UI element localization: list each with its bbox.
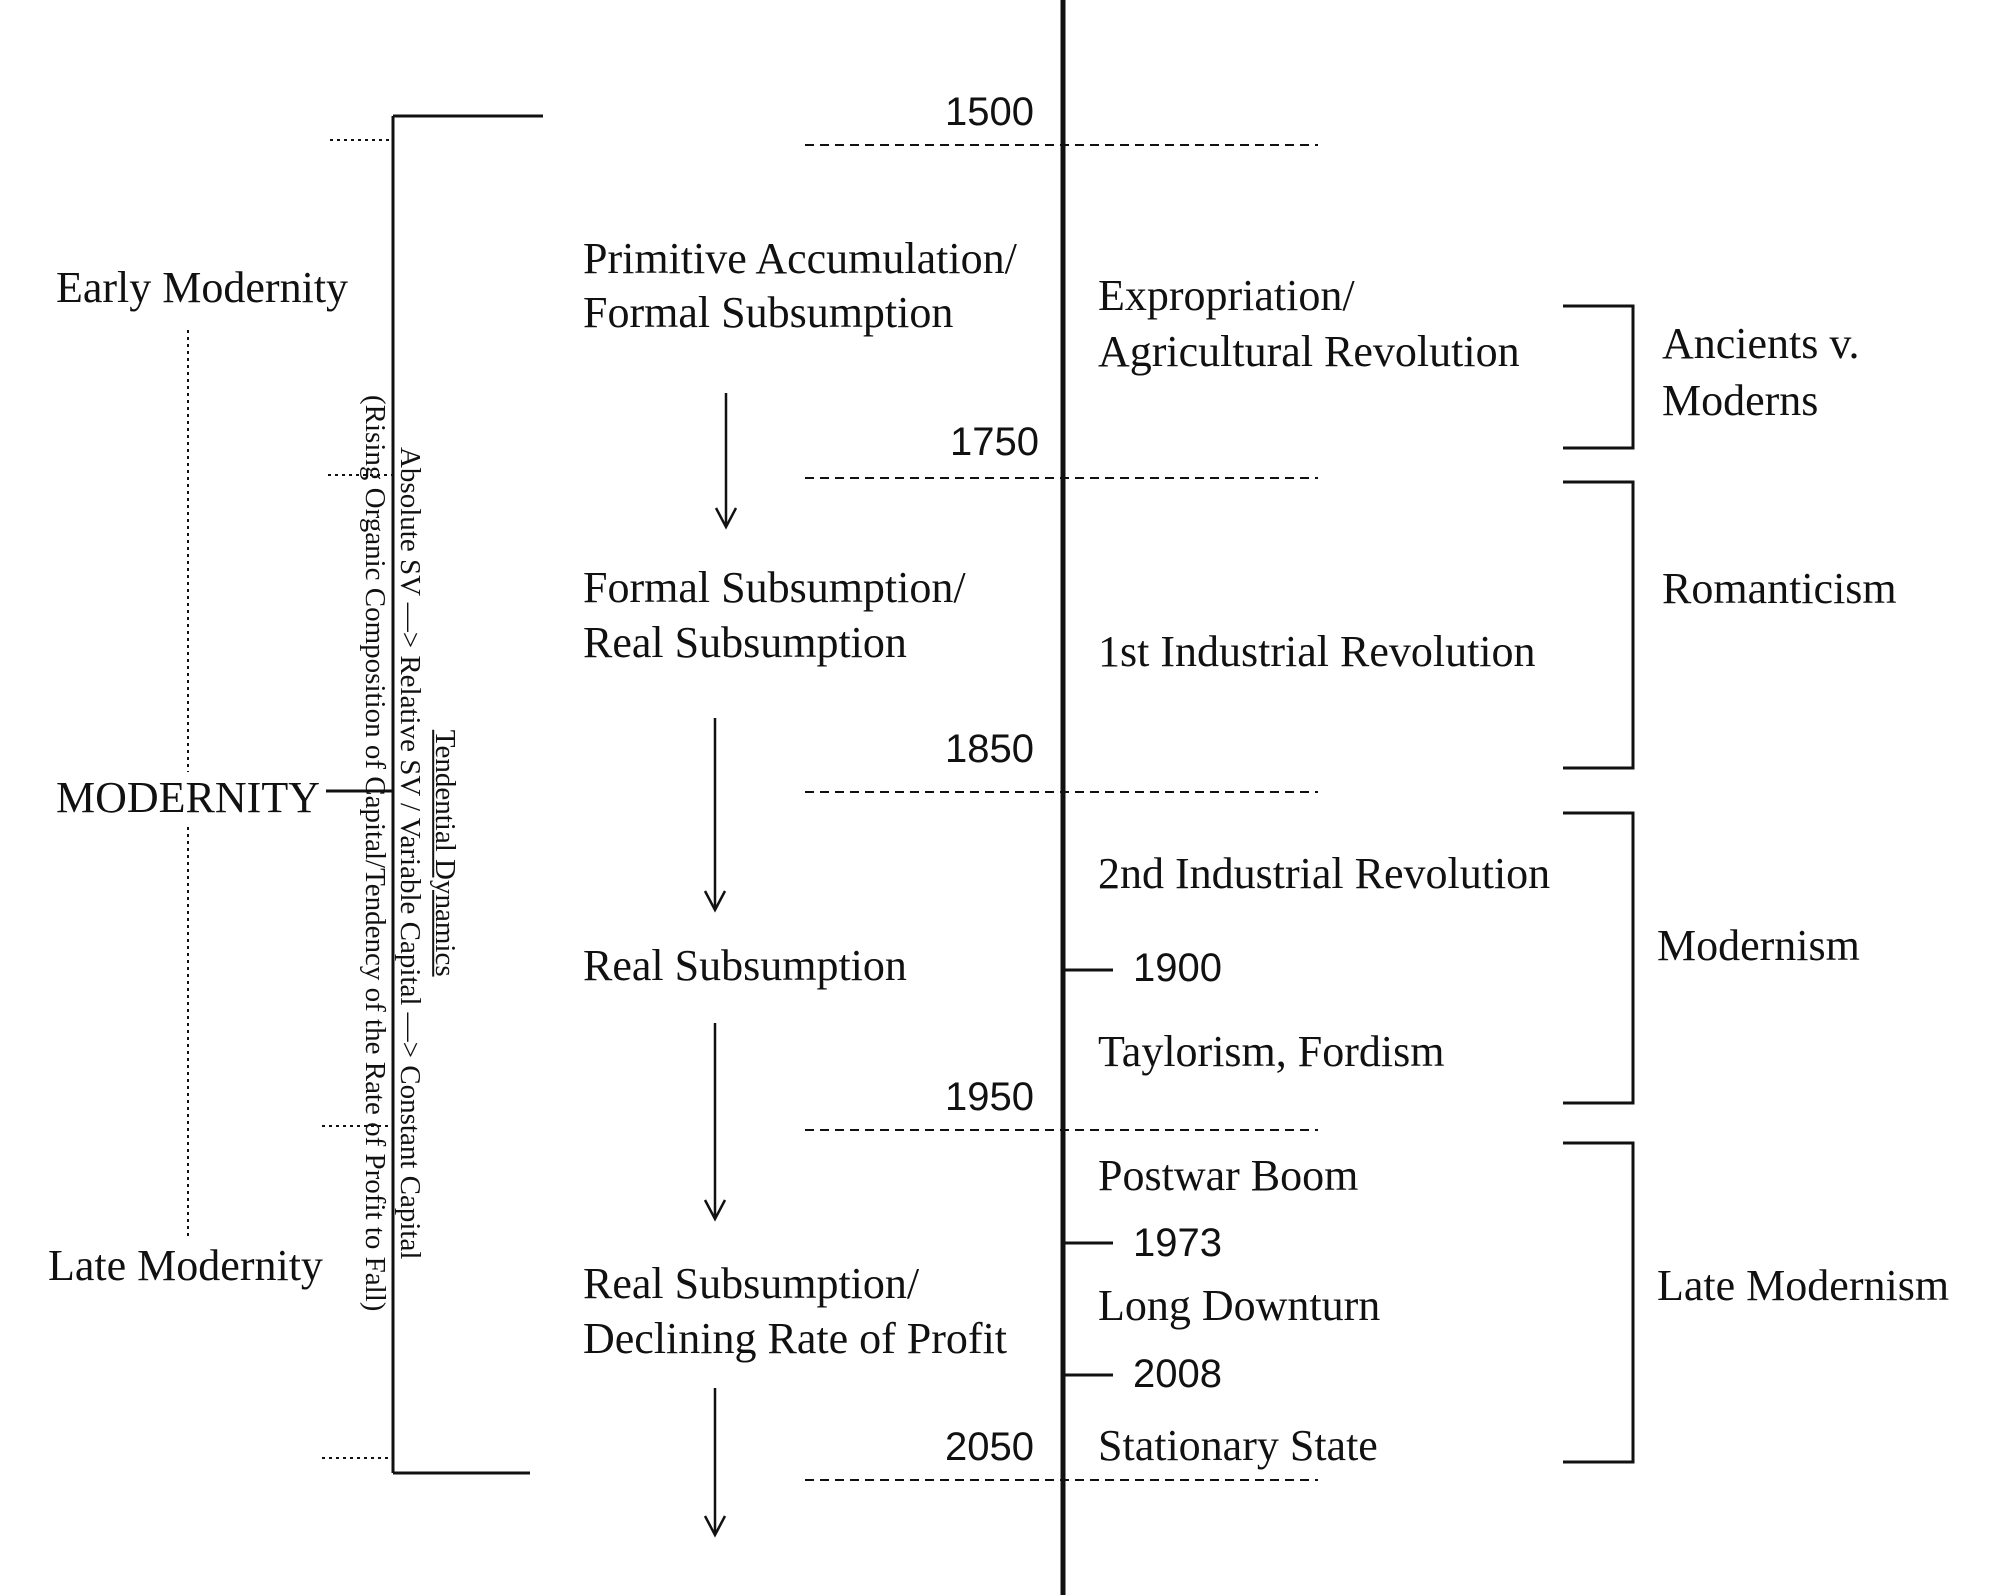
stage-2-line-2: Real Subsumption [583,618,907,667]
stage-4-line-2: Declining Rate of Profit [583,1314,1008,1363]
event-2nd-industrial-revolution: 2nd Industrial Revolution [1098,849,1551,898]
event-long-downturn: Long Downturn [1098,1281,1381,1330]
dynamics-line-1: Absolute SV —> Relative SV / Variable Capital —> Constant Capital [394,446,427,1260]
stage-1-line-2: Formal Subsumption [583,288,954,337]
event-expropriation: Expropriation/ [1098,271,1355,320]
year-1850: 1850 [945,727,1034,771]
stage-1-line-1: Primitive Accumulation/ [583,234,1017,283]
movement-brackets [1563,306,1633,1462]
stage-4-line-1: Real Subsumption/ [583,1259,920,1308]
year-2050: 2050 [945,1425,1034,1469]
period-modernity: MODERNITY [56,772,322,825]
event-stationary-state: Stationary State [1098,1421,1378,1470]
year-1950: 1950 [945,1075,1034,1119]
stage-3: Real Subsumption [583,941,907,990]
year-1750: 1750 [950,420,1039,464]
dynamics-title: Tendential Dynamics [429,729,462,977]
movement-romanticism: Romanticism [1662,564,1897,613]
dynamics-line-2: (Rising Organic Composition of Capital/Tendency of the Rate of Profit to Fall) [359,394,392,1312]
event-taylorism-fordism: Taylorism, Fordism [1098,1027,1445,1076]
movement-late-modernism: Late Modernism [1657,1261,1950,1310]
event-1st-industrial-revolution: 1st Industrial Revolution [1098,627,1536,676]
tendential-dynamics [358,303,462,1403]
period-early-modernity: Early Modernity [56,263,349,312]
year-1500: 1500 [945,90,1034,134]
year-2008: 2008 [1133,1352,1222,1396]
stage-2-line-1: Formal Subsumption/ [583,563,966,612]
movement-ancients-line-2: Moderns [1662,376,1819,425]
year-1900: 1900 [1133,946,1222,990]
event-agricultural-revolution: Agricultural Revolution [1098,327,1520,376]
movement-modernism: Modernism [1657,921,1860,970]
movement-ancients-line-1: Ancients v. [1662,319,1860,368]
event-postwar-boom: Postwar Boom [1098,1151,1359,1200]
period-late-modernity: Late Modernity [48,1241,323,1290]
year-1973: 1973 [1133,1221,1222,1265]
